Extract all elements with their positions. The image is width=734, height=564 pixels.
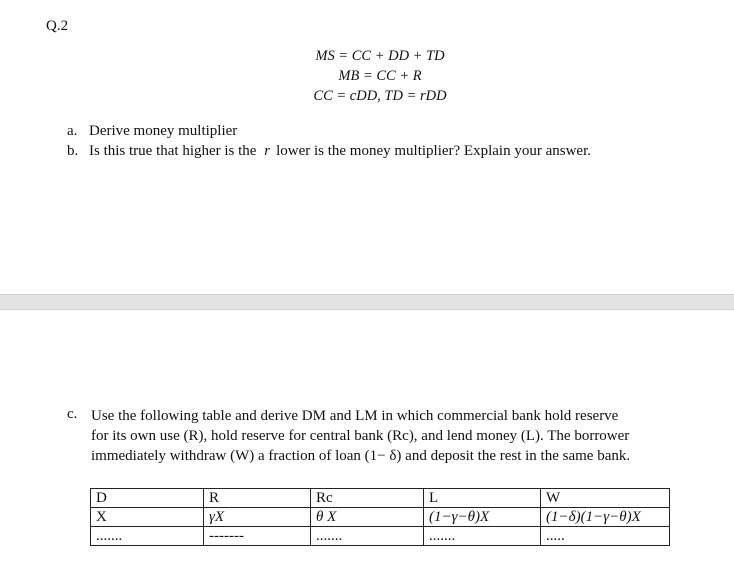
cell-rc-1: θ X [311,508,424,527]
cell-l-2: ....... [424,527,541,546]
item-c-marker: c. [67,406,78,422]
cell-w-1: (1−δ)(1−γ−θ)X [541,508,670,527]
cell-d-1: X [91,508,204,527]
cell-l-1: (1−γ−θ)X [424,508,541,527]
header-d: D [91,489,204,508]
table-row [91,527,670,546]
table-header-row [91,489,670,508]
cell-w-2: ..... [541,527,670,546]
table-row [91,508,670,527]
cell-r-1: γX [204,508,311,527]
header-l: L [424,489,541,508]
page-divider [0,294,734,310]
cell-rc-2: ....... [311,527,424,546]
header-rc: Rc [311,489,424,508]
item-a-marker: a. [67,123,78,139]
equation-monetary-base: MB = CC + R [338,68,422,84]
cell-r-2: ------- [204,527,311,546]
item-c-line-2: for its own use (R), hold reserve for central bank (Rc), and lend money (L). The borrower [91,428,630,444]
cell-d-2: ....... [91,527,204,546]
item-a-text: Derive money multiplier [89,123,238,139]
item-b-marker: b. [67,143,79,159]
item-a [67,123,237,140]
header-w: W [541,489,670,508]
item-c-line-1: Use the following table and derive DM and LM in which commercial bank hold reserve [91,408,619,424]
item-b-symbol: r [264,143,271,159]
equation-currency-deposits: CC = cDD, TD = rDD [313,88,447,104]
item-b-text-after: lower is the money multiplier? Explain your answer. [276,143,591,159]
item-b [67,143,591,160]
equation-money-supply: MS = CC + DD + TD [315,48,445,64]
header-r: R [204,489,311,508]
item-c-paragraph [91,406,671,466]
item-c-line-3: immediately withdraw (W) a fraction of loan (1− δ) and deposit the rest in the same bank. [91,448,631,464]
question-label: Q.2 [46,18,69,34]
bank-flow-table [90,488,670,546]
item-b-text-before: Is this true that higher is the [89,143,257,159]
